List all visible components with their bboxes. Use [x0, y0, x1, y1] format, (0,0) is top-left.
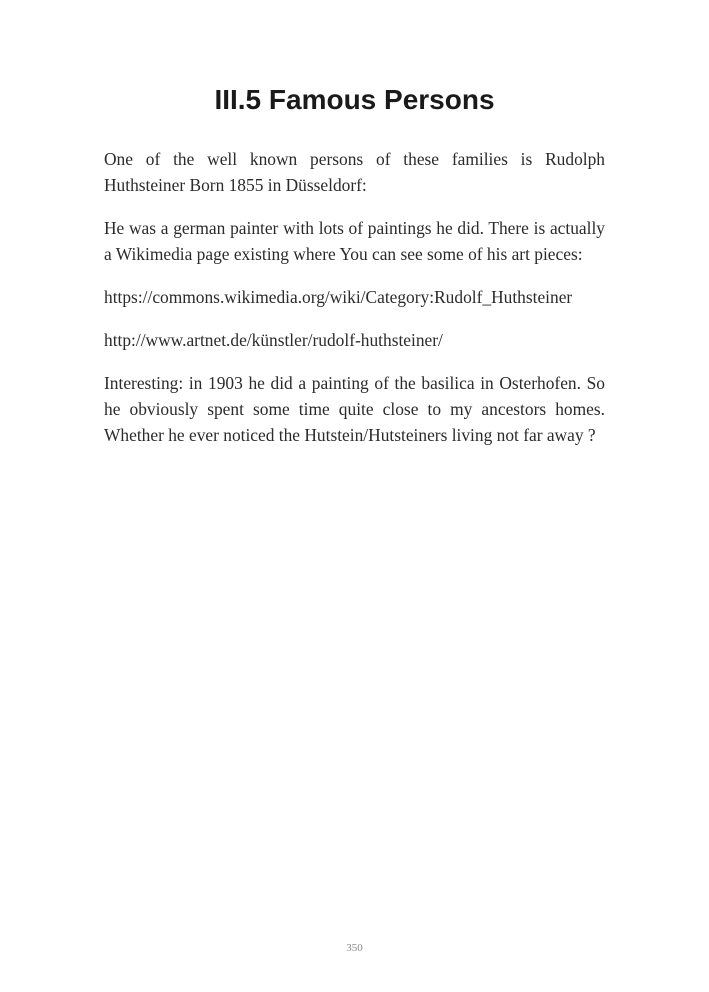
page-number: 350	[346, 942, 363, 954]
paragraph-osterhofen: Interesting: in 1903 he did a painting of the basilica in Osterhofen. So he obviously spent some time quite close to my ancestors homes. Whether he ever noticed the Hutstein/Hutsteiners living not far away ?	[104, 373, 605, 445]
artnet-link[interactable]: http://www.artnet.de/künstler/rudolf-huthsteiner/	[104, 330, 443, 350]
wikimedia-link[interactable]: https://commons.wikimedia.org/wiki/Category:Rudolf_Huthsteiner	[104, 287, 573, 307]
section-title: III.5 Famous Persons	[214, 84, 495, 115]
paragraph-painter: He was a german painter with lots of paintings he did. There is actually a Wikimedia page existing where You can see some of his art pieces:	[104, 218, 605, 264]
body-text	[104, 146, 605, 465]
paragraph-intro: One of the well known persons of these families is Rudolph Huthsteiner Born 1855 in Düsseldorf:	[104, 149, 605, 195]
